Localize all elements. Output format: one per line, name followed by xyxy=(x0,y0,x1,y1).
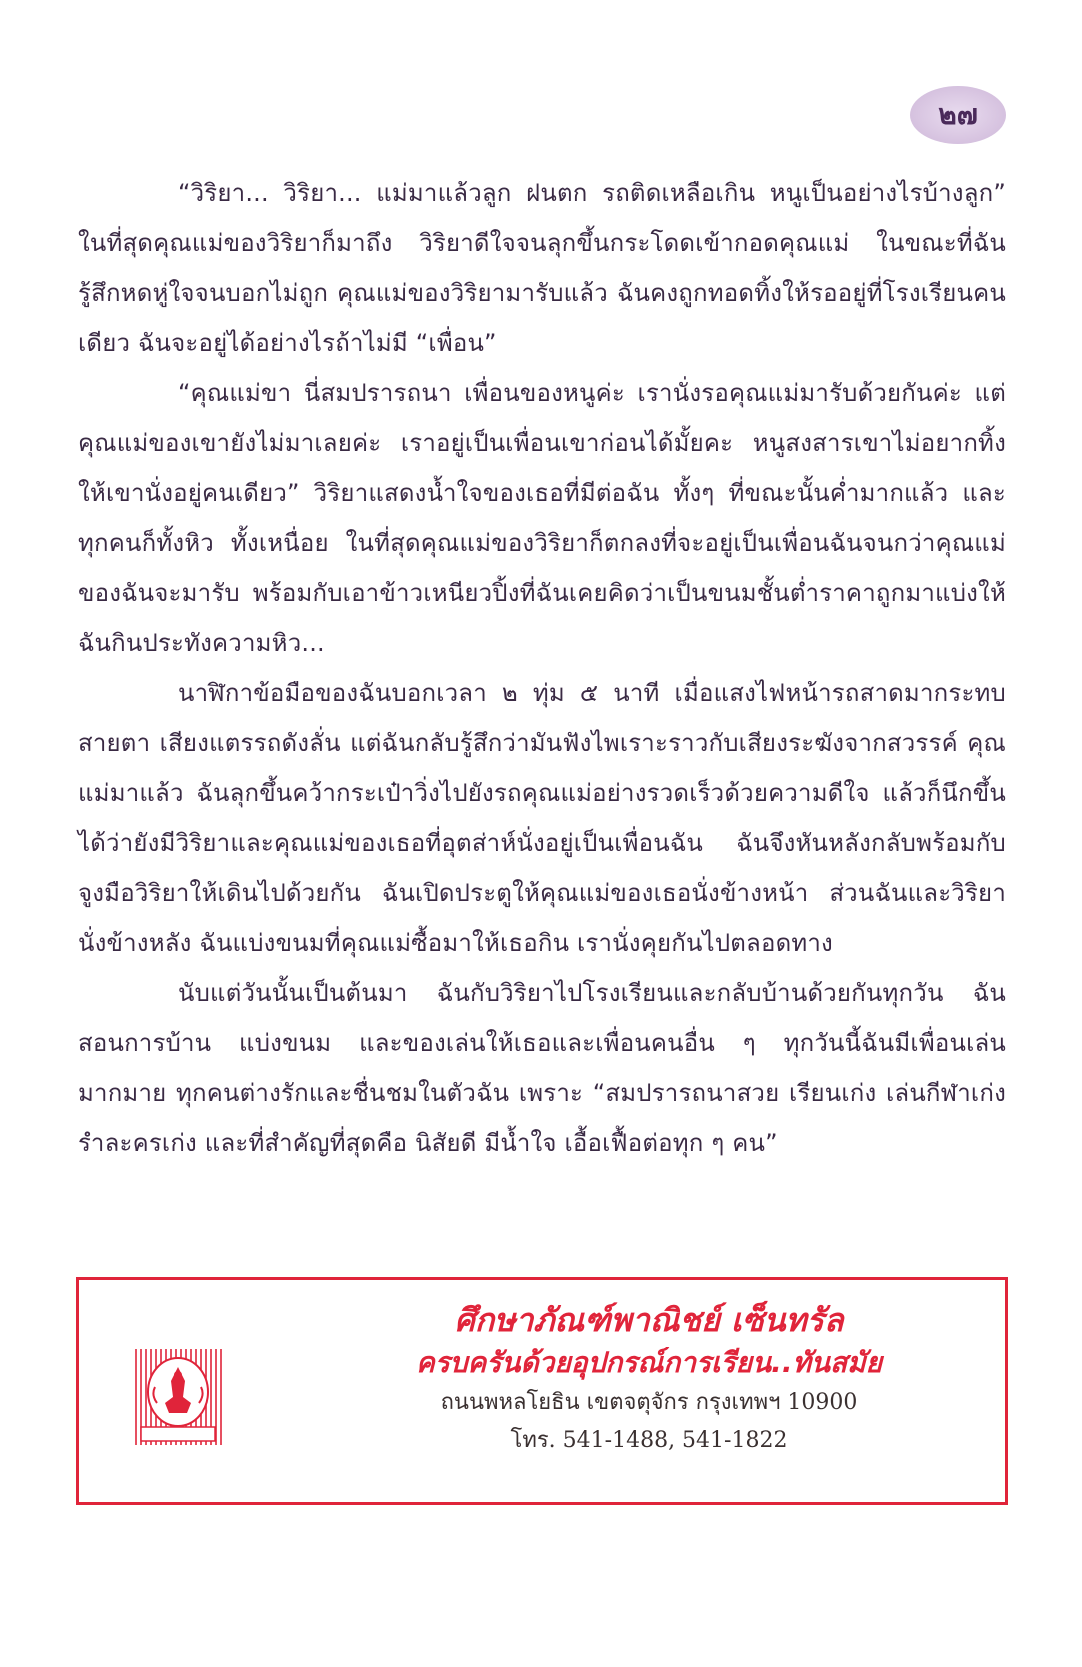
kurusapha-logo-icon xyxy=(133,1347,223,1447)
advertisement-text xyxy=(339,1298,959,1460)
story-text xyxy=(78,168,1006,1168)
store-phone: โทร. 541-1488, 541-1822 xyxy=(510,1428,788,1453)
paragraph-1: “วิริยา... วิริยา... แม่มาแล้วลูก ฝนตก รถติดเหลือเกิน หนูเป็นอย่างไรบ้างลูก” ในที่สุดคุณแม่ของวิริยาก็มาถึง วิริยาดีใจจนลุกขึ้นกระโดดเข้ากอดคุณแม่ ในขณะที่ฉันรู้สึกหดหู่ใจจนบอกไม่ถูก คุณแม่ของวิริยามารับแล้ว ฉันคงถูกทอดทิ้งให้รออยู่ที่โรงเรียนคนเดียว ฉันจะอยู่ได้อย่างไรถ้าไม่มี “เพื่อน” xyxy=(78,179,1006,357)
advertisement-box xyxy=(76,1277,1008,1505)
paragraph-3: นาฬิกาข้อมือของฉันบอกเวลา ๒ ทุ่ม ๕ นาที เมื่อแสงไฟหน้ารถสาดมากระทบสายตา เสียงแตรรถดังลั่น แต่ฉันกลับรู้สึกว่ามันฟังไพเราะราวกับเสียงระฆังจากสวรรค์ คุณแม่มาแล้ว ฉันลุกขึ้นคว้ากระเป๋าวิ่งไปยังรถคุณแม่อย่างรวดเร็วด้วยความดีใจ แล้วก็นึกขึ้นได้ว่ายังมีวิริยาและคุณแม่ของเธอที่อุตส่าห์นั่งอยู่เป็นเพื่อนฉัน ฉันจึงหันหลังกลับพร้อมกับจูงมือวิริยาให้เดินไปด้วยกัน ฉันเปิดประตูให้คุณแม่ของเธอนั่งข้างหน้า ส่วนฉันและวิริยานั่งข้างหลัง ฉันแบ่งขนมที่คุณแม่ซื้อมาให้เธอกิน เรานั่งคุยกันไปตลอดทาง xyxy=(78,679,1006,957)
store-name: ศึกษาภัณฑ์พาณิชย์ เซ็นทรัล xyxy=(454,1301,844,1339)
paragraph-4: นับแต่วันนั้นเป็นต้นมา ฉันกับวิริยาไปโรงเรียนและกลับบ้านด้วยกันทุกวัน ฉันสอนการบ้าน แบ่งขนม และของเล่นให้เธอและเพื่อนคนอื่น ๆ ทุกวันนี้ฉันมีเพื่อนเล่นมากมาย ทุกคนต่างรักและชื่นชมในตัวฉัน เพราะ “สมปรารถนาสวย เรียนเก่ง เล่นกีฬาเก่ง รำละครเก่ง และที่สำคัญที่สุดคือ นิสัยดี มีน้ำใจ เอื้อเฟื้อต่อทุก ๆ คน” xyxy=(78,979,1006,1157)
paragraph-2: “คุณแม่ขา นี่สมปรารถนา เพื่อนของหนูค่ะ เรานั่งรอคุณแม่มารับด้วยกันค่ะ แต่คุณแม่ของเขายังไม่มาเลยค่ะ เราอยู่เป็นเพื่อนเขาก่อนได้มั้ยคะ หนูสงสารเขาไม่อยากทิ้งให้เขานั่งอยู่คนเดียว” วิริยาแสดงน้ำใจของเธอที่มีต่อฉัน ทั้งๆ ที่ขณะนั้นค่ำมากแล้ว และทุกคนก็ทั้งหิว ทั้งเหนื่อย ในที่สุดคุณแม่ของวิริยาก็ตกลงที่จะอยู่เป็นเพื่อนฉันจนกว่าคุณแม่ของฉันจะมารับ พร้อมกับเอาข้าวเหนียวปิ้งที่ฉันเคยคิดว่าเป็นขนมชั้นต่ำราคาถูกมาแบ่งให้ฉันกินประทังความหิว... xyxy=(78,379,1006,657)
store-address: ถนนพหลโยธิน เขตจตุจักร กรุงเทพฯ 10900 xyxy=(440,1390,858,1415)
page-number: ๒๗ xyxy=(910,86,1006,144)
store-tagline: ครบครันด้วยอุปกรณ์การเรียน..ทันสมัย xyxy=(415,1346,883,1379)
